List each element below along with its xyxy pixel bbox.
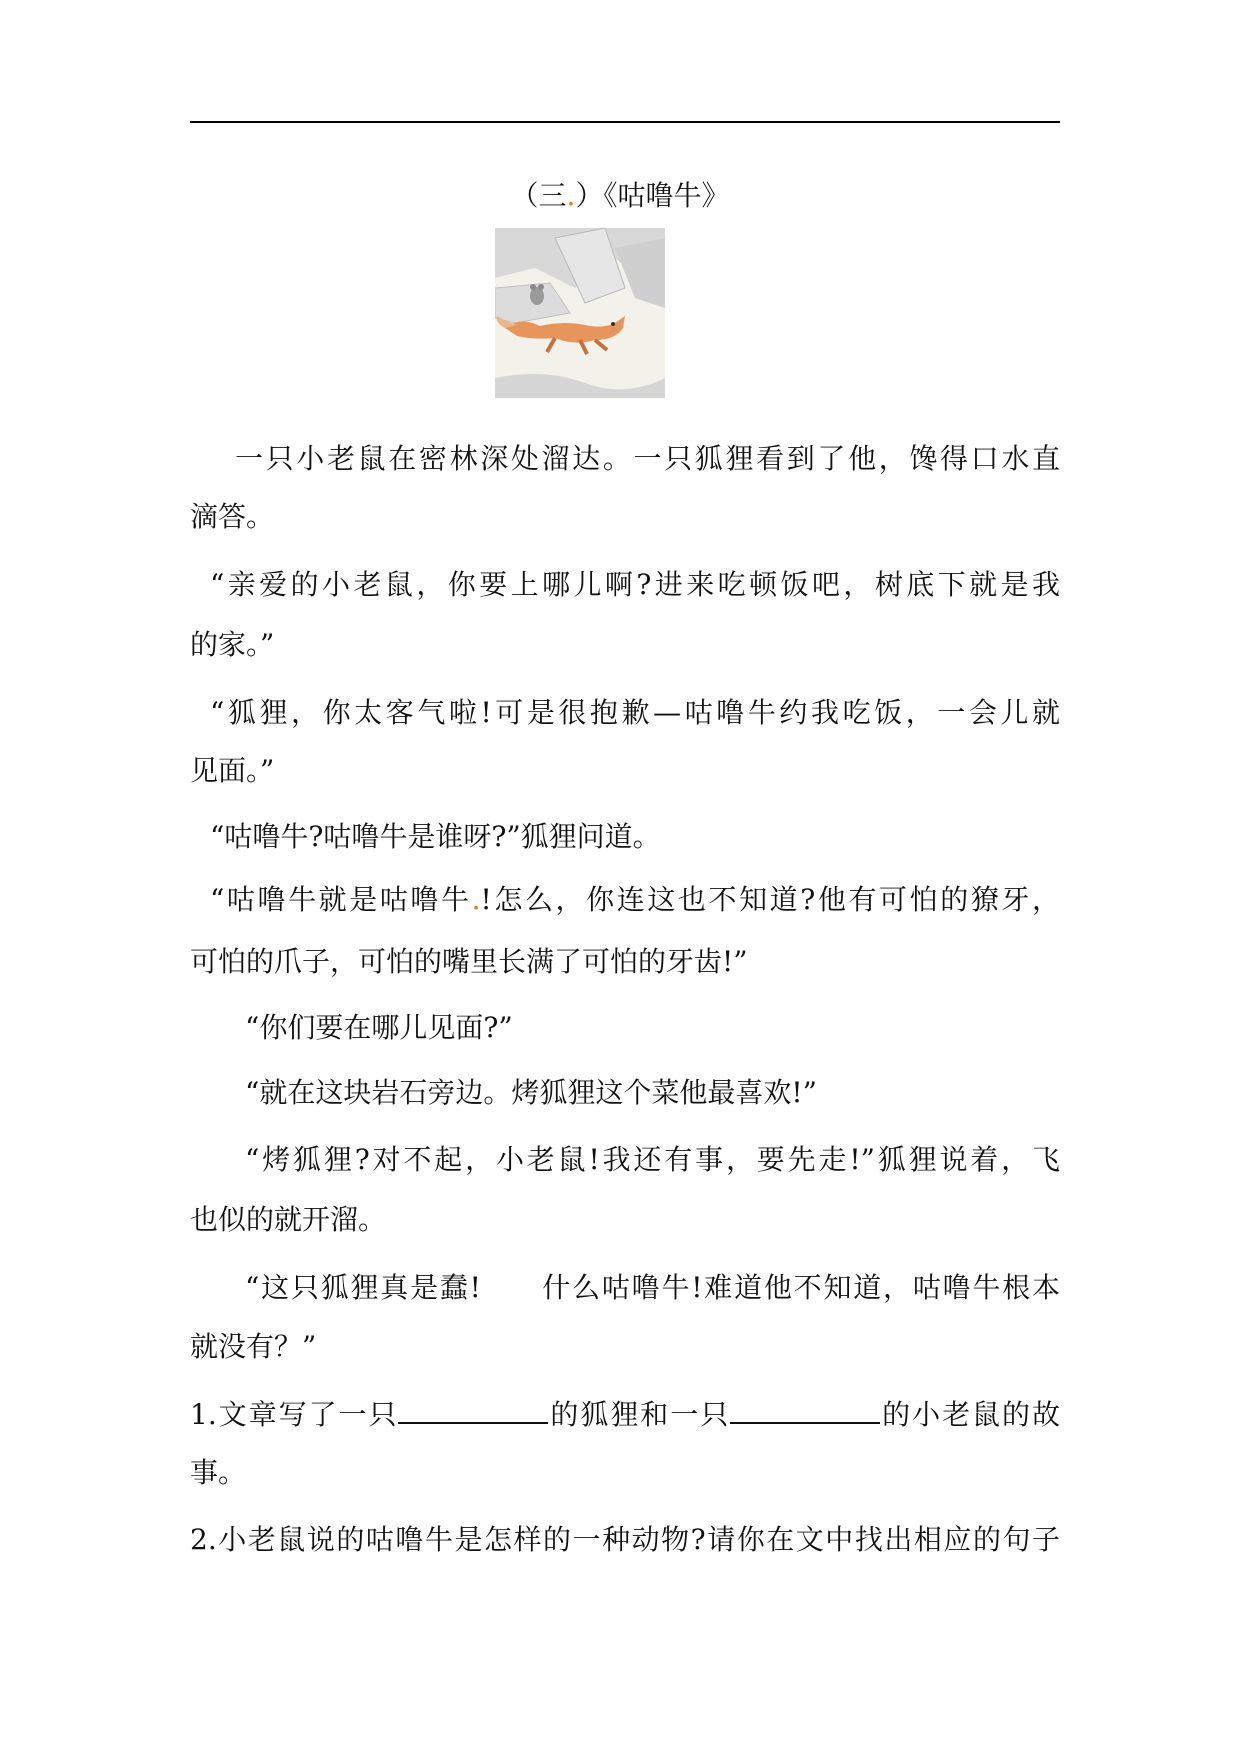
story-p1-line1: 一只小老鼠在密林深处溜达。一只狐狸看到了他，馋得口水直	[235, 442, 1060, 475]
question-1-line2: 事。	[190, 1456, 247, 1489]
page-title: （三.）《咕噜牛》	[510, 179, 730, 212]
answer-blank-2[interactable]	[730, 1392, 880, 1424]
story-p5-line1: “咕噜牛就是咕噜牛.!怎么，你连这也不知道?他有可怕的獠牙，	[210, 883, 1060, 916]
story-p1-line2: 滴答。	[190, 500, 275, 533]
story-p8-line2: 也似的就开溜。	[190, 1203, 387, 1236]
story-p3-line2: 见面。”	[190, 754, 275, 787]
story-p6-line1: “你们要在哪儿见面?”	[245, 1011, 513, 1044]
story-p7-line1: “就在这块岩石旁边。烤狐狸这个菜他最喜欢!”	[245, 1076, 817, 1109]
header-rule	[190, 121, 1060, 123]
mouse-icon	[530, 284, 544, 305]
story-p3-line1: “狐狸，你太客气啦!可是很抱歉—咕噜牛约我吃饭，一会儿就	[210, 696, 1060, 729]
story-p2-line2: 的家。”	[190, 628, 275, 661]
story-p5-line2: 可怕的爪子，可怕的嘴里长满了可怕的牙齿!”	[190, 945, 748, 978]
story-p4-line1: “咕噜牛?咕噜牛是谁呀?”狐狸问道。	[210, 820, 661, 853]
question-2-line1: 2.小老鼠说的咕噜牛是怎样的一种动物?请你在文中找出相应的句子	[190, 1523, 1060, 1556]
story-p9-line2: 就没有？”	[190, 1330, 317, 1363]
answer-blank-1[interactable]	[398, 1392, 548, 1424]
story-p9-line1: “这只狐狸真是蠢! 什么咕噜牛!难道他不知道，咕噜牛根本	[245, 1271, 1060, 1304]
fox-and-mouse-illustration	[495, 228, 665, 398]
story-p2-line1: “亲爱的小老鼠，你要上哪儿啊?进来吃顿饭吧，树底下就是我	[210, 568, 1060, 601]
story-p8-line1: “烤狐狸?对不起，小老鼠!我还有事，要先走!”狐狸说着，飞	[245, 1143, 1060, 1176]
question-1-line1: 1.文章写了一只 的狐狸和一只 的小老鼠的故	[190, 1392, 1060, 1435]
